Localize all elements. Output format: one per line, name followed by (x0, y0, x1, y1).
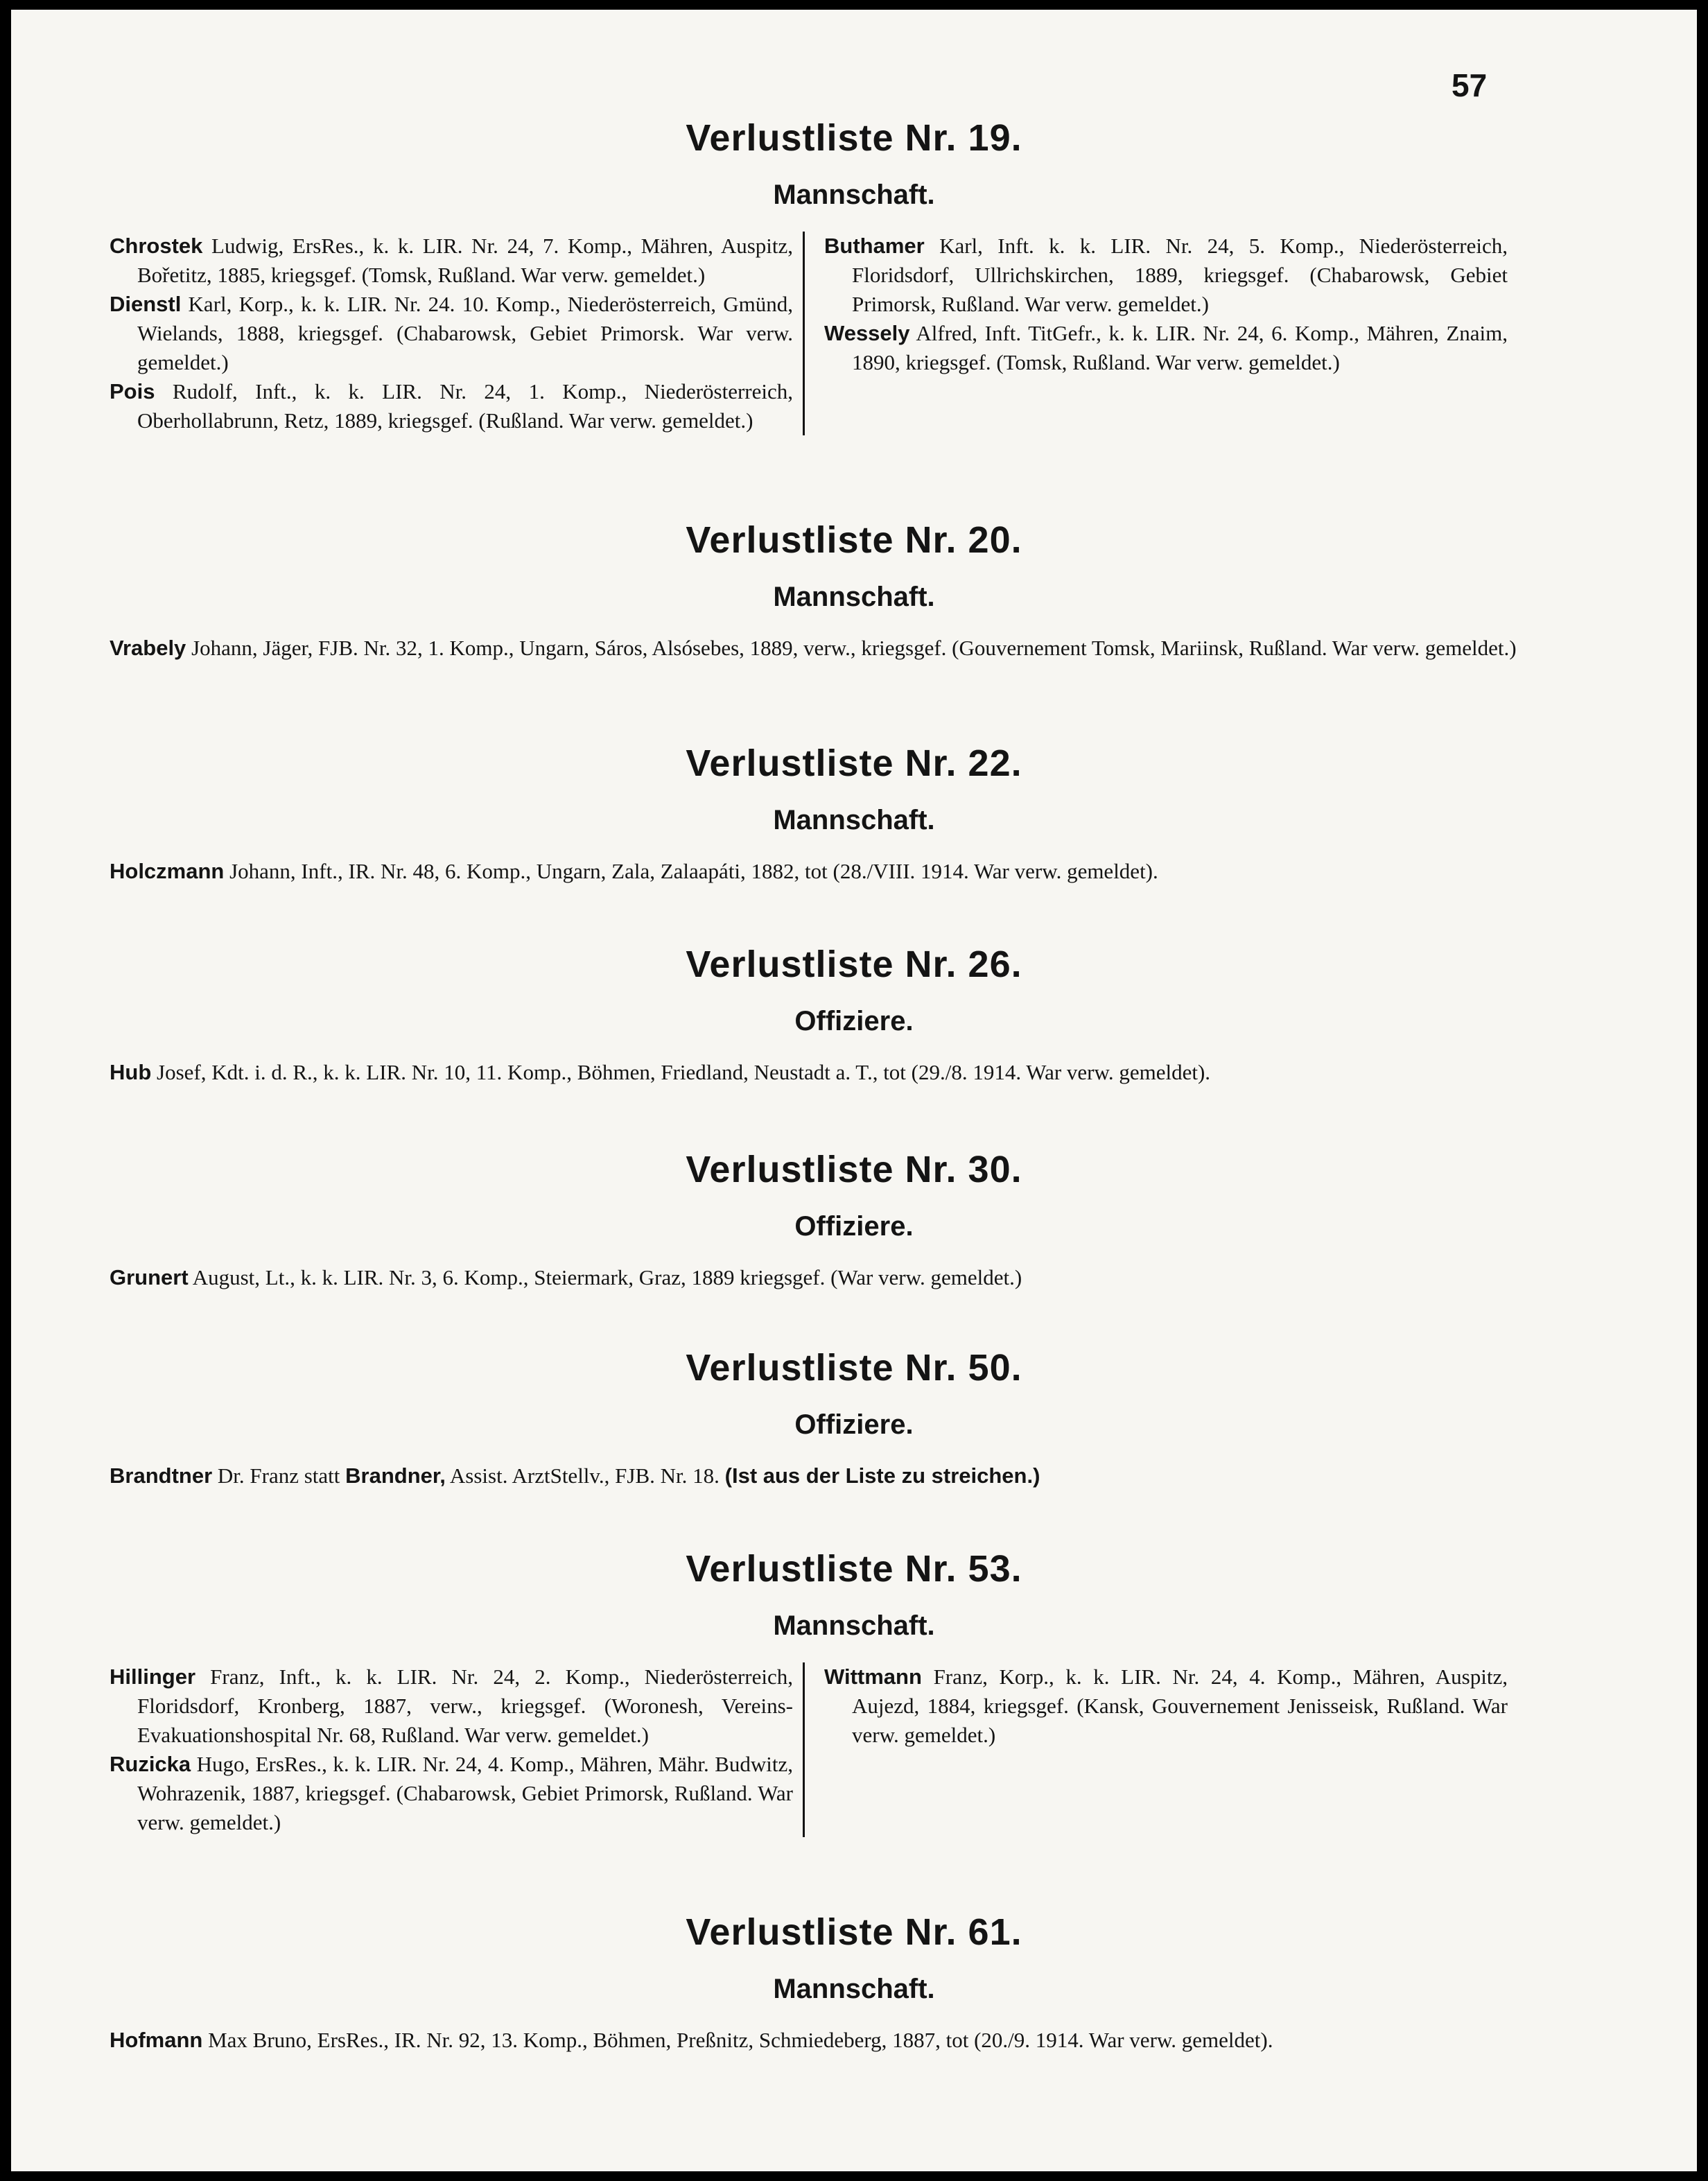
entry-surname: Hofmann (110, 2028, 203, 2052)
section-subtitle: Mannschaft. (773, 180, 935, 210)
entry-surname: Chrostek (110, 234, 203, 258)
entry-details: Karl, Korp., k. k. LIR. Nr. 24. 10. Komp., Niederösterreich, Gmünd, Wielands, 1888, kriegsgef. (Chabarowsk, Gebiet Primorsk. War verw. gemeldet.) (137, 292, 793, 374)
entry-surname: Dienstl (110, 292, 182, 316)
entry-list (110, 1058, 1518, 1087)
entry-details: Karl, Inft. k. k. LIR. Nr. 24, 5. Komp., Niederösterreich, Floridsdorf, Ullrichskirchen, 1889, kriegsgef. (Chabarowsk, Gebiet Primorsk, Rußland. War verw. gemeldet.) (852, 234, 1508, 316)
section-verlustliste-53 (11, 1545, 1697, 1837)
entry-surname: Hub (110, 1060, 152, 1084)
section-title: Verlustliste Nr. 20. (686, 519, 1022, 561)
section-subtitle: Offiziere. (794, 1211, 914, 1242)
entry-surname: Buthamer (824, 234, 925, 258)
section-subtitle: Offiziere. (794, 1409, 914, 1440)
section-title: Verlustliste Nr. 50. (686, 1347, 1022, 1389)
section-title: Verlustliste Nr. 30. (686, 1149, 1022, 1190)
two-column-list (110, 1662, 1518, 1837)
section-verlustliste-50 (11, 1344, 1697, 1491)
entry-list (110, 857, 1518, 886)
entry-surname: Pois (110, 379, 155, 403)
list-entry (824, 232, 1508, 319)
entry-details: Alfred, Inft. TitGefr., k. k. LIR. Nr. 24, 6. Komp., Mähren, Znaim, 1890, kriegsgef. (Tomsk, Rußland. War verw. gemeldet.) (852, 321, 1508, 374)
right-column (805, 232, 1508, 435)
entry-details: Ludwig, ErsRes., k. k. LIR. Nr. 24, 7. Komp., Mähren, Auspitz, Bořetitz, 1885, kriegsgef. (Tomsk, Rußland. War verw. gemeldet.) (137, 234, 793, 287)
section-subtitle: Mannschaft. (773, 582, 935, 612)
entry-details: Hugo, ErsRes., k. k. LIR. Nr. 24, 4. Komp., Mähren, Mähr. Budwitz, Wohrazenik, 1887, kriegsgef. (Chabarowsk, Gebiet Primorsk, Rußland. War verw. gemeldet.) (137, 1752, 793, 1834)
list-entry (824, 1662, 1508, 1750)
entry-surname: Hillinger (110, 1665, 196, 1689)
page-number: 57 (1452, 67, 1488, 103)
entry-details: Johann, Jäger, FJB. Nr. 32, 1. Komp., Ungarn, Sáros, Alsósebes, 1889, verw., kriegsgef. (Gouvernement Tomsk, Mariinsk, Rußland. War verw. gemeldet.) (186, 636, 1517, 660)
right-column (805, 1662, 1508, 1837)
list-entry (110, 290, 793, 377)
entry-details: Rudolf, Inft., k. k. LIR. Nr. 24, 1. Komp., Niederösterreich, Oberhollabrunn, Retz, 1889, kriegsgef. (Rußland. War verw. gemeldet.) (137, 379, 793, 433)
entry-details: Franz, Inft., k. k. LIR. Nr. 24, 2. Komp., Niederösterreich, Floridsdorf, Kronberg, 1887, verw., kriegsgef. (Woronesh, Vereins-Evakuationshospital Nr. 68, Rußland. War verw. gemeldet.) (137, 1665, 793, 1747)
section-verlustliste-30 (11, 1145, 1697, 1292)
entry-list (110, 1461, 1518, 1491)
section-verlustliste-19 (11, 114, 1697, 435)
list-entry (110, 857, 1518, 886)
section-verlustliste-22 (11, 739, 1697, 886)
list-entry (110, 634, 1518, 663)
section-title: Verlustliste Nr. 26. (686, 944, 1022, 985)
list-entry (110, 1662, 793, 1750)
entry-surname: Wessely (824, 321, 910, 345)
entry-corrected-surname: Brandner, (345, 1463, 446, 1488)
entry-surname: Vrabely (110, 636, 186, 660)
entry-details: Dr. Franz statt (212, 1463, 346, 1488)
entry-list (110, 2026, 1518, 2055)
section-subtitle: Offiziere. (794, 1006, 914, 1036)
document-page (11, 10, 1697, 2171)
list-entry (110, 232, 793, 290)
entry-surname: Ruzicka (110, 1752, 191, 1776)
section-title: Verlustliste Nr. 61. (686, 1911, 1022, 1953)
left-column (110, 232, 805, 435)
list-entry (824, 319, 1508, 377)
section-subtitle: Mannschaft. (773, 1610, 935, 1641)
section-verlustliste-26 (11, 940, 1697, 1087)
section-verlustliste-20 (11, 516, 1697, 663)
entry-list (110, 634, 1518, 663)
section-verlustliste-61 (11, 1908, 1697, 2055)
entry-details-cont: Assist. ArztStellv., FJB. Nr. 18. (445, 1463, 725, 1488)
section-title: Verlustliste Nr. 19. (686, 117, 1022, 159)
list-entry (110, 1461, 1518, 1491)
entry-surname: Grunert (110, 1265, 189, 1289)
entry-details: Josef, Kdt. i. d. R., k. k. LIR. Nr. 10, 11. Komp., Böhmen, Friedland, Neustadt a. T., tot (29./8. 1914. War verw. gemeldet). (151, 1060, 1211, 1084)
list-entry (110, 377, 793, 435)
entry-remark: (Ist aus der Liste zu streichen.) (724, 1463, 1040, 1488)
entry-details: Max Bruno, ErsRes., IR. Nr. 92, 13. Komp., Böhmen, Preßnitz, Schmiedeberg, 1887, tot (20./9. 1914. War verw. gemeldet). (202, 2028, 1273, 2052)
section-subtitle: Mannschaft. (773, 805, 935, 835)
section-subtitle: Mannschaft. (773, 1974, 935, 2004)
section-title: Verlustliste Nr. 22. (686, 742, 1022, 784)
left-column (110, 1662, 805, 1837)
entry-details: Johann, Inft., IR. Nr. 48, 6. Komp., Ungarn, Zala, Zalaapáti, 1882, tot (28./VIII. 1914. War verw. gemeldet). (224, 859, 1158, 883)
list-entry (110, 1058, 1518, 1087)
entry-details: August, Lt., k. k. LIR. Nr. 3, 6. Komp., Steiermark, Graz, 1889 kriegsgef. (War verw. gemeldet.) (188, 1265, 1022, 1289)
entry-surname: Wittmann (824, 1665, 922, 1689)
entry-list (110, 1263, 1518, 1292)
entry-details: Franz, Korp., k. k. LIR. Nr. 24, 4. Komp., Mähren, Auspitz, Aujezd, 1884, kriegsgef. (Kansk, Gouvernement Jenisseisk, Rußland. War verw. gemeldet.) (852, 1665, 1508, 1747)
two-column-list (110, 232, 1518, 435)
entry-surname: Holczmann (110, 859, 225, 883)
list-entry (110, 2026, 1518, 2055)
list-entry (110, 1263, 1518, 1292)
list-entry (110, 1750, 793, 1837)
section-title: Verlustliste Nr. 53. (686, 1548, 1022, 1590)
entry-surname: Brandtner (110, 1463, 213, 1488)
